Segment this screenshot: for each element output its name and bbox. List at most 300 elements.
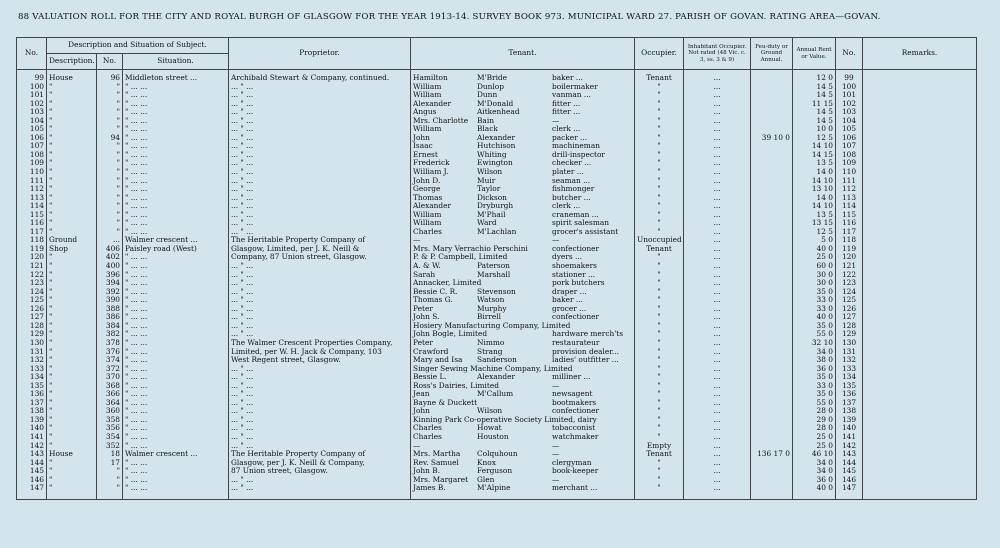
description-cell: "	[47, 168, 97, 177]
row-number-right: 124	[836, 288, 863, 297]
tenant-occupation: restaurateur	[552, 338, 600, 347]
proprietor-cell: ... " ...	[229, 390, 411, 399]
page-title: 88 VALUATION ROLL FOR THE CITY AND ROYAL BURGH OF GLASGOW FOR THE YEAR 1913-14. SURVEY BOOK 973. MUNICIPAL WARD 27. PARISH OF GOVAN. RATING AREA—GOVAN.	[18, 12, 881, 22]
tenant-cell	[411, 194, 635, 203]
tenant-first-name: John	[413, 133, 430, 142]
proprietor-cell: ... " ...	[229, 382, 411, 391]
situation-cell: " ... ...	[123, 142, 229, 151]
remarks-cell	[863, 125, 977, 134]
tenant-occupation: confectioner	[552, 313, 600, 322]
tenant-cell	[411, 125, 635, 134]
street-number-cell: "	[97, 467, 123, 476]
proprietor-cell: ... " ...	[229, 305, 411, 314]
situation-cell: Middleton street ...	[123, 70, 229, 83]
proprietor-cell: ... " ...	[229, 424, 411, 433]
street-number-cell: 18	[97, 450, 123, 459]
feu-duty-cell	[751, 322, 793, 331]
proprietor-cell: 87 Union street, Glasgow.	[229, 467, 411, 476]
annual-rent-cell: 34 0	[793, 348, 836, 357]
table-row	[17, 288, 977, 297]
proprietor-cell: ... " ...	[229, 271, 411, 280]
row-number-right: 112	[836, 185, 863, 194]
remarks-cell	[863, 356, 977, 365]
tenant-cell	[411, 348, 635, 357]
proprietor-cell: The Walmer Crescent Properties Company,	[229, 339, 411, 348]
proprietor-cell: ... " ...	[229, 288, 411, 297]
table-row	[17, 219, 977, 228]
feu-duty-cell	[751, 348, 793, 357]
row-number: 100	[17, 83, 47, 92]
street-number-cell: "	[97, 476, 123, 485]
annual-rent-cell: 12 0	[793, 70, 836, 83]
row-number: 116	[17, 219, 47, 228]
inhabitant-cell: ...	[684, 83, 751, 92]
tenant-cell	[411, 407, 635, 416]
description-cell: "	[47, 407, 97, 416]
proprietor-cell: ... " ...	[229, 177, 411, 186]
tenant-first-name: Bayne & Duckett	[413, 398, 478, 407]
situation-cell: " ... ...	[123, 330, 229, 339]
occupier-cell: "	[635, 339, 684, 348]
table-row	[17, 433, 977, 442]
inhabitant-cell: ...	[684, 202, 751, 211]
tenant-surname: M'Bride	[477, 73, 508, 82]
annual-rent-cell: 40 0	[793, 313, 836, 322]
annual-rent-cell: 35 0	[793, 390, 836, 399]
proprietor-cell: Glasgow, per J. K. Neill & Company,	[229, 459, 411, 468]
tenant-occupation: tobacconist	[552, 424, 596, 433]
description-cell: "	[47, 202, 97, 211]
situation-cell: " ... ...	[123, 262, 229, 271]
tenant-surname: M'Callum	[477, 390, 514, 399]
tenant-first-name: Alexander	[413, 202, 452, 211]
remarks-cell	[863, 177, 977, 186]
inhabitant-cell: ...	[684, 159, 751, 168]
row-number-right: 114	[836, 202, 863, 211]
tenant-first-name: Isaac	[413, 142, 433, 151]
tenant-cell	[411, 70, 635, 83]
proprietor-cell: ... " ...	[229, 134, 411, 143]
tenant-occupation: —	[552, 116, 560, 125]
col-proprietor: Proprietor.	[229, 38, 411, 70]
tenant-first-name: Rev. Samuel	[413, 458, 459, 467]
street-number-cell: "	[97, 91, 123, 100]
row-number: 107	[17, 142, 47, 151]
inhabitant-cell: ...	[684, 339, 751, 348]
row-number-right: 105	[836, 125, 863, 134]
annual-rent-cell: 13 15	[793, 219, 836, 228]
tenant-occupation: butcher ...	[552, 193, 591, 202]
tenant-cell	[411, 322, 635, 331]
tenant-first-name: Kinning Park Co-operative Society Limited, dairy	[413, 415, 597, 424]
annual-rent-cell: 38 0	[793, 356, 836, 365]
tenant-surname: Ferguson	[477, 467, 513, 476]
inhabitant-cell: ...	[684, 313, 751, 322]
row-number: 108	[17, 151, 47, 160]
description-cell: "	[47, 330, 97, 339]
table-row	[17, 151, 977, 160]
tenant-first-name: Annacker, Limited	[413, 279, 482, 288]
tenant-first-name: Charles	[413, 432, 442, 441]
proprietor-cell: ... " ...	[229, 125, 411, 134]
occupier-cell: "	[635, 348, 684, 357]
table-row	[17, 390, 977, 399]
occupier-cell: "	[635, 382, 684, 391]
table-row	[17, 442, 977, 451]
inhabitant-cell: ...	[684, 467, 751, 476]
inhabitant-cell: ...	[684, 142, 751, 151]
row-number: 117	[17, 228, 47, 237]
street-number-cell: 400	[97, 262, 123, 271]
remarks-cell	[863, 279, 977, 288]
situation-cell: " ... ...	[123, 288, 229, 297]
situation-cell: " ... ...	[123, 211, 229, 220]
table-row	[17, 177, 977, 186]
annual-rent-cell: 25 0	[793, 433, 836, 442]
street-number-cell: 364	[97, 399, 123, 408]
tenant-cell	[411, 373, 635, 382]
col-no: No.	[17, 38, 47, 70]
street-number-cell: 17	[97, 459, 123, 468]
proprietor-cell: ... " ...	[229, 373, 411, 382]
proprietor-cell: ... " ...	[229, 442, 411, 451]
description-cell: "	[47, 219, 97, 228]
table-row	[17, 117, 977, 126]
tenant-cell	[411, 279, 635, 288]
remarks-cell	[863, 245, 977, 254]
tenant-occupation: boilermaker	[552, 82, 598, 91]
table-row	[17, 279, 977, 288]
remarks-cell	[863, 390, 977, 399]
feu-duty-cell	[751, 373, 793, 382]
row-number-right: 116	[836, 219, 863, 228]
tenant-first-name: Mrs. Mary Verrachio Perschini	[413, 244, 528, 253]
col-no-right: No.	[836, 38, 863, 70]
tenant-first-name: John S.	[413, 313, 440, 322]
inhabitant-cell: ...	[684, 322, 751, 331]
tenant-cell	[411, 236, 635, 245]
annual-rent-cell: 40 0	[793, 245, 836, 254]
table-row	[17, 450, 977, 459]
row-number: 105	[17, 125, 47, 134]
description-cell: Shop	[47, 245, 97, 254]
feu-duty-cell	[751, 117, 793, 126]
row-number-right: 141	[836, 433, 863, 442]
row-number: 119	[17, 245, 47, 254]
feu-duty-cell	[751, 382, 793, 391]
row-number-right: 131	[836, 348, 863, 357]
situation-cell: " ... ...	[123, 424, 229, 433]
valuation-table	[16, 37, 977, 500]
situation-cell: " ... ...	[123, 459, 229, 468]
street-number-cell: 360	[97, 407, 123, 416]
feu-duty-cell	[751, 330, 793, 339]
table-row	[17, 313, 977, 322]
remarks-cell	[863, 467, 977, 476]
annual-rent-cell: 55 0	[793, 330, 836, 339]
inhabitant-cell: ...	[684, 219, 751, 228]
tenant-occupation: clerk ...	[552, 202, 581, 211]
row-number: 122	[17, 271, 47, 280]
occupier-cell: "	[635, 125, 684, 134]
tenant-cell	[411, 365, 635, 374]
occupier-cell: "	[635, 211, 684, 220]
inhabitant-cell: ...	[684, 279, 751, 288]
remarks-cell	[863, 339, 977, 348]
remarks-cell	[863, 168, 977, 177]
tenant-cell	[411, 467, 635, 476]
street-number-cell: 402	[97, 253, 123, 262]
row-number: 146	[17, 476, 47, 485]
table-row	[17, 236, 977, 245]
tenant-surname: Strang	[477, 347, 503, 356]
tenant-first-name: Sarah	[413, 270, 436, 279]
table-row	[17, 134, 977, 143]
street-number-cell: "	[97, 100, 123, 109]
annual-rent-cell: 34 0	[793, 459, 836, 468]
row-number-right: 108	[836, 151, 863, 160]
proprietor-cell: Company, 87 Union street, Glasgow.	[229, 253, 411, 262]
proprietor-cell: ... " ...	[229, 219, 411, 228]
occupier-cell: "	[635, 108, 684, 117]
row-number-right: 103	[836, 108, 863, 117]
occupier-cell: "	[635, 467, 684, 476]
annual-rent-cell: 46 10	[793, 450, 836, 459]
occupier-cell: "	[635, 134, 684, 143]
tenant-first-name: William J.	[413, 168, 449, 177]
description-cell: "	[47, 305, 97, 314]
table-row	[17, 142, 977, 151]
tenant-cell	[411, 168, 635, 177]
tenant-first-name: Thomas G.	[413, 296, 453, 305]
description-cell: "	[47, 467, 97, 476]
tenant-first-name: Peter	[413, 304, 433, 313]
occupier-cell: "	[635, 399, 684, 408]
row-number-right: 127	[836, 313, 863, 322]
tenant-first-name: John	[413, 407, 430, 416]
tenant-first-name: —	[413, 236, 421, 245]
street-number-cell: "	[97, 219, 123, 228]
feu-duty-cell	[751, 245, 793, 254]
tenant-surname: Alexander	[477, 133, 516, 142]
tenant-surname: Wilson	[477, 407, 503, 416]
tenant-first-name: —	[413, 441, 421, 450]
row-number: 123	[17, 279, 47, 288]
situation-cell: " ... ...	[123, 117, 229, 126]
inhabitant-cell: ...	[684, 228, 751, 237]
table-row	[17, 305, 977, 314]
remarks-cell	[863, 151, 977, 160]
occupier-cell: Empty	[635, 442, 684, 451]
table-row	[17, 262, 977, 271]
inhabitant-cell: ...	[684, 245, 751, 254]
tenant-occupation: —	[552, 236, 560, 245]
street-number-cell: 372	[97, 365, 123, 374]
situation-cell: " ... ...	[123, 219, 229, 228]
occupier-cell: "	[635, 356, 684, 365]
row-number: 111	[17, 177, 47, 186]
tenant-cell	[411, 476, 635, 485]
inhabitant-cell: ...	[684, 305, 751, 314]
tenant-first-name: Mary and Isa	[413, 356, 463, 365]
occupier-cell: "	[635, 322, 684, 331]
proprietor-cell: Limited, per W. H. Jack & Company, 103	[229, 348, 411, 357]
tenant-cell	[411, 271, 635, 280]
table-row	[17, 108, 977, 117]
description-cell: "	[47, 484, 97, 499]
feu-duty-cell	[751, 459, 793, 468]
occupier-cell: "	[635, 313, 684, 322]
inhabitant-cell: ...	[684, 373, 751, 382]
inhabitant-cell: ...	[684, 390, 751, 399]
tenant-first-name: Singer Sewing Machine Company, Limited	[413, 364, 573, 373]
inhabitant-cell: ...	[684, 416, 751, 425]
description-cell: "	[47, 117, 97, 126]
tenant-occupation: fishmonger	[552, 185, 595, 194]
feu-duty-cell	[751, 108, 793, 117]
row-number-right: 122	[836, 271, 863, 280]
table-row	[17, 168, 977, 177]
remarks-cell	[863, 91, 977, 100]
tenant-surname: Knox	[477, 458, 496, 467]
tenant-first-name: Mrs. Margaret	[413, 475, 469, 484]
annual-rent-cell: 35 0	[793, 373, 836, 382]
tenant-cell	[411, 83, 635, 92]
row-number: 131	[17, 348, 47, 357]
table-row	[17, 125, 977, 134]
inhabitant-cell: ...	[684, 194, 751, 203]
proprietor-cell: ... " ...	[229, 322, 411, 331]
tenant-cell	[411, 450, 635, 459]
occupier-cell: Tenant	[635, 450, 684, 459]
tenant-surname: Wilson	[477, 168, 503, 177]
street-number-cell: "	[97, 228, 123, 237]
inhabitant-cell: ...	[684, 151, 751, 160]
tenant-surname: Nimmo	[477, 338, 505, 347]
tenant-surname: Ward	[477, 219, 497, 228]
feu-duty-cell	[751, 467, 793, 476]
inhabitant-cell: ...	[684, 271, 751, 280]
remarks-cell	[863, 271, 977, 280]
row-number-right: 117	[836, 228, 863, 237]
col-tenant: Tenant.	[411, 38, 635, 70]
tenant-first-name: A. & W.	[413, 262, 441, 271]
situation-cell: " ... ...	[123, 399, 229, 408]
feu-duty-cell	[751, 390, 793, 399]
occupier-cell: "	[635, 159, 684, 168]
row-number: 99	[17, 70, 47, 83]
tenant-occupation: checker ...	[552, 159, 592, 168]
row-number-right: 137	[836, 399, 863, 408]
occupier-cell: "	[635, 416, 684, 425]
tenant-occupation: —	[552, 450, 560, 459]
tenant-cell	[411, 91, 635, 100]
tenant-surname: M'Phail	[477, 210, 506, 219]
street-number-cell: 94	[97, 134, 123, 143]
inhabitant-cell: ...	[684, 177, 751, 186]
table-row	[17, 245, 977, 254]
street-number-cell: 390	[97, 296, 123, 305]
col-annual-rent: Annual Rent or Value.	[793, 38, 836, 70]
annual-rent-cell: 35 0	[793, 288, 836, 297]
row-number: 133	[17, 365, 47, 374]
tenant-surname: M'Donald	[477, 99, 514, 108]
table-row	[17, 253, 977, 262]
annual-rent-cell: 55 0	[793, 399, 836, 408]
situation-cell: " ... ...	[123, 253, 229, 262]
street-number-cell: 388	[97, 305, 123, 314]
tenant-occupation: bootmakers	[552, 398, 597, 407]
tenant-cell	[411, 134, 635, 143]
inhabitant-cell: ...	[684, 399, 751, 408]
proprietor-cell: ... " ...	[229, 262, 411, 271]
col-remarks: Remarks.	[863, 38, 977, 70]
occupier-cell: "	[635, 142, 684, 151]
street-number-cell: "	[97, 117, 123, 126]
occupier-cell: "	[635, 390, 684, 399]
inhabitant-cell: ...	[684, 185, 751, 194]
row-number: 126	[17, 305, 47, 314]
tenant-first-name: George	[413, 185, 441, 194]
annual-rent-cell: 14 10	[793, 202, 836, 211]
street-number-cell: 386	[97, 313, 123, 322]
row-number: 132	[17, 356, 47, 365]
inhabitant-cell: ...	[684, 108, 751, 117]
tenant-cell	[411, 330, 635, 339]
tenant-occupation: —	[552, 441, 560, 450]
feu-duty-cell	[751, 228, 793, 237]
remarks-cell	[863, 100, 977, 109]
row-number-right: 109	[836, 159, 863, 168]
description-cell: "	[47, 459, 97, 468]
table-row	[17, 194, 977, 203]
remarks-cell	[863, 459, 977, 468]
col-number: No.	[97, 54, 123, 70]
feu-duty-cell	[751, 142, 793, 151]
feu-duty-cell	[751, 339, 793, 348]
remarks-cell	[863, 83, 977, 92]
inhabitant-cell: ...	[684, 236, 751, 245]
street-number-cell: 376	[97, 348, 123, 357]
tenant-first-name: Mrs. Martha	[413, 450, 461, 459]
proprietor-cell: ... " ...	[229, 279, 411, 288]
feu-duty-cell	[751, 185, 793, 194]
proprietor-cell: ... " ...	[229, 151, 411, 160]
feu-duty-cell	[751, 476, 793, 485]
remarks-cell	[863, 416, 977, 425]
tenant-cell	[411, 390, 635, 399]
street-number-cell: "	[97, 194, 123, 203]
description-cell: "	[47, 194, 97, 203]
description-cell: "	[47, 177, 97, 186]
remarks-cell	[863, 476, 977, 485]
tenant-surname: Houston	[477, 432, 509, 441]
table-row	[17, 467, 977, 476]
remarks-cell	[863, 305, 977, 314]
row-number-right: 119	[836, 245, 863, 254]
annual-rent-cell: 25 0	[793, 253, 836, 262]
tenant-first-name: Hosiery Manufacturing Company, Limited	[413, 321, 571, 330]
situation-cell: " ... ...	[123, 365, 229, 374]
row-number: 139	[17, 416, 47, 425]
row-number: 106	[17, 134, 47, 143]
tenant-cell	[411, 305, 635, 314]
row-number: 145	[17, 467, 47, 476]
street-number-cell: "	[97, 202, 123, 211]
annual-rent-cell: 40 0	[793, 484, 836, 499]
occupier-cell: "	[635, 168, 684, 177]
tenant-cell	[411, 424, 635, 433]
